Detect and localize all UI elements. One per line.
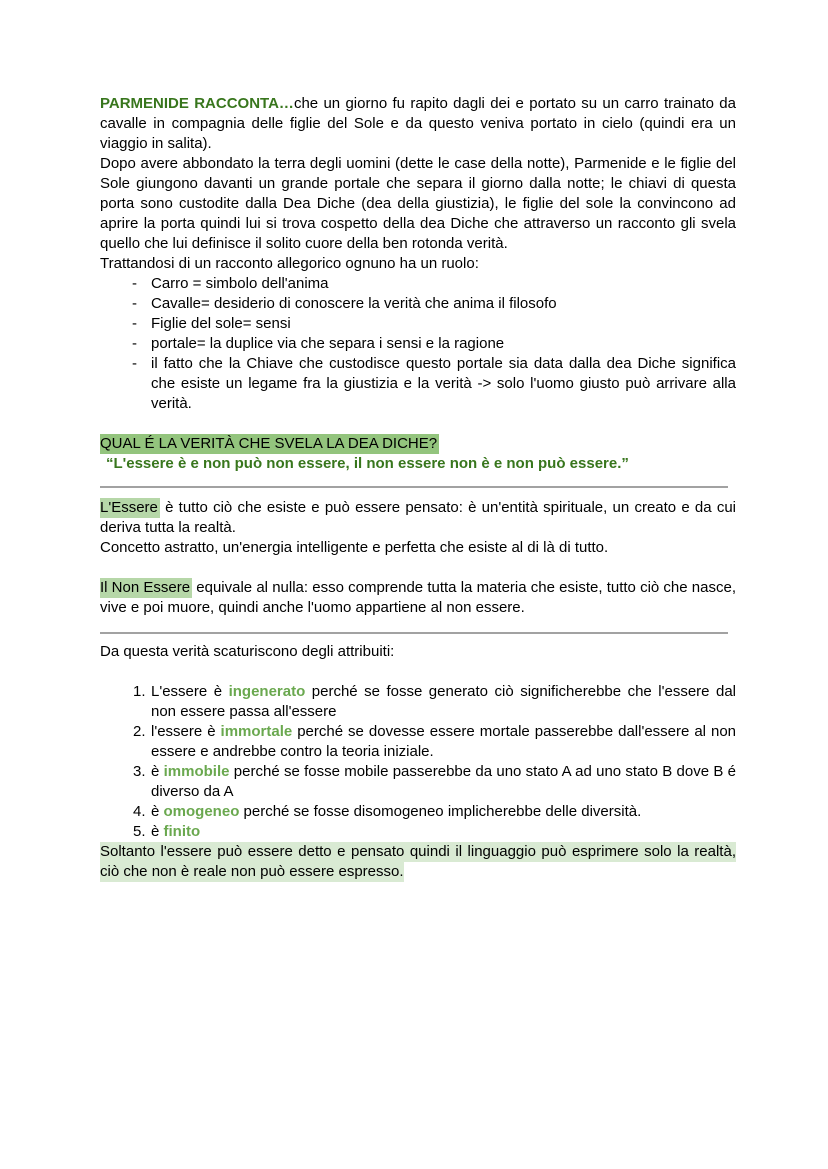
- allegory-intro: Trattandosi di un racconto allegorico ognuno ha un ruolo:: [100, 255, 479, 272]
- question-heading-highlight: QUAL É LA VERITÀ CHE SVELA LA DEA DICHE?: [100, 435, 438, 452]
- attribute-term: ingenerato: [228, 683, 306, 700]
- non-essere-term-highlight: Il Non Essere: [100, 579, 191, 596]
- intro-lead-rest: che un giorno fu rapito dagli dei e portato su un carro trainato da cavalle in compagnia delle figlie del Sole e da questo veniva portato in cielo (quindi era un viaggio in salita).: [100, 95, 736, 152]
- attribute-post-text: perché se fosse mobile passerebbe da uno stato A ad uno stato B dove B é diverso da A: [151, 763, 736, 800]
- attribute-term: immobile: [163, 763, 230, 780]
- divider-bottom: [100, 632, 728, 634]
- essere-paragraph: [100, 498, 736, 538]
- conclusion-paragraph: [100, 842, 736, 882]
- attribute-pre-text: è: [151, 763, 164, 780]
- attribute-term: finito: [163, 823, 201, 840]
- attribute-pre-text: l'essere è: [151, 723, 221, 740]
- attributes-list: [100, 682, 736, 842]
- attribute-list-item: [100, 682, 736, 722]
- essere-definition: è tutto ciò che esiste e può essere pensato: è un'entità spirituale, un creato e da cui deriva tutta la realtà.: [100, 499, 736, 536]
- attribute-post-text: perché se dovesse essere mortale passerebbe dall'essere al non essere e andrebbe contro la teoria iniziale.: [151, 723, 736, 760]
- attribute-pre-text: è: [151, 823, 164, 840]
- intro-lead-heading: PARMENIDE RACCONTA…: [100, 95, 294, 112]
- attribute-list-item: [100, 722, 736, 762]
- attribute-pre-text: è: [151, 803, 164, 820]
- divider-top: [100, 486, 728, 488]
- allegory-list-item: - Carro = simbolo dell'anima: [100, 274, 736, 294]
- question-heading: [100, 434, 736, 454]
- attributes-intro: Da questa verità scaturiscono degli attribuiti:: [100, 643, 395, 660]
- essere-term-highlight: L'Essere: [100, 499, 158, 516]
- non-essere-definition: equivale al nulla: esso comprende tutta la materia che esiste, tutto ciò che nasce, vive e poi muore, quindi anche l'uomo appartiene al non essere.: [100, 579, 736, 616]
- essere-note: Concetto astratto, un'energia intelligente e perfetta che esiste al di là di tutto.: [100, 539, 609, 556]
- attribute-term: omogeneo: [163, 803, 240, 820]
- attribute-pre-text: L'essere è: [151, 683, 229, 700]
- allegory-list-item: - il fatto che la Chiave che custodisce questo portale sia data dalla dea Diche significa che esiste un legame fra la giustizia e la verità -> solo l'uomo giusto può arrivare alla verità.: [100, 354, 736, 414]
- attribute-list-item: [100, 802, 736, 822]
- allegory-list: [100, 274, 736, 414]
- journey-paragraph: Dopo avere abbondato la terra degli uomini (dette le case della notte), Parmenide e le figlie del Sole giungono davanti un grande portale che separa il giorno dalla notte; le chiavi di questa porta sono custodite dalla Dea Diche (dea della giustizia), le figlie del sole la convincono ad aprire la porta quindi lui si trova cospetto della dea Diche che attraverso un racconto gli svela quello che lui definisce il solito cuore della ben rotonda verità.: [100, 155, 736, 252]
- parmenides-quote: “L'essere è e non può non essere, il non essere non è e non può essere.”: [106, 455, 629, 472]
- intro-paragraph: [100, 94, 736, 154]
- conclusion-highlight: Soltanto l'essere può essere detto e pensato quindi il linguaggio può esprimere solo la realtà, ciò che non è reale non può essere espresso.: [100, 843, 736, 880]
- non-essere-paragraph: [100, 578, 736, 618]
- attribute-term: immortale: [220, 723, 293, 740]
- allegory-list-item: - Cavalle= desiderio di conoscere la verità che anima il filosofo: [100, 294, 736, 314]
- attribute-list-item: [100, 822, 736, 842]
- allegory-list-item: - Figlie del sole= sensi: [100, 314, 736, 334]
- allegory-list-item: - portale= la duplice via che separa i sensi e la ragione: [100, 334, 736, 354]
- attribute-post-text: perché se fosse generato ciò significherebbe che l'essere dal non essere passa all'essere: [151, 683, 737, 720]
- attribute-list-item: [100, 762, 736, 802]
- attribute-post-text: perché se fosse disomogeneo implicherebbe delle diversità.: [239, 803, 642, 820]
